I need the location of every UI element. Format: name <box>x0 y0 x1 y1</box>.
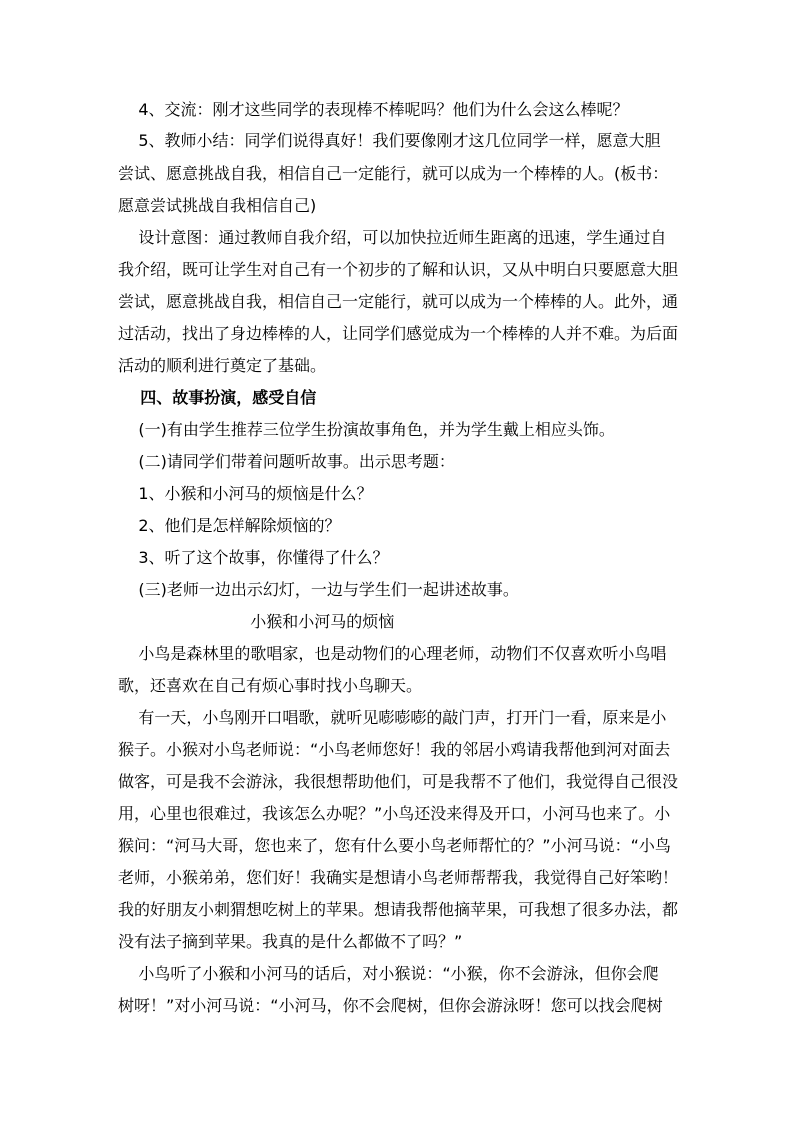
line-8: 过活动，找出了身边棒棒的人，让同学们感觉成为一个棒棒的人并不难。为后面 <box>118 324 679 343</box>
line-6: 我介绍，既可让学生对自己有一个初步的了解和认识，又从中明白只要愿意大胆 <box>118 260 679 279</box>
section-heading: 四、故事扮演，感受自信 <box>118 388 317 407</box>
question-2: 2、他们是怎样解除烦恼的？ <box>118 516 341 535</box>
line-2: 5、教师小结：同学们说得真好！我们要像刚才这几位同学一样，愿意大胆 <box>118 131 661 150</box>
line-25: 老师，小猴弟弟，您们好！我确实是想请小鸟老师帮帮我，我觉得自己好笨哟！ <box>118 868 679 887</box>
story-title: 小猴和小河马的烦恼 <box>118 612 395 631</box>
line-28: 小鸟听了小猴和小河马的话后，对小猴说：“小猴，你不会游泳，但你会爬 <box>118 964 659 983</box>
question-3: 3、听了这个故事，你懂得了什么？ <box>118 548 389 567</box>
line-24: 猴问：“河马大哥，您也来了，您有什么要小鸟老师帮忙的？”小河马说：“小鸟 <box>118 836 671 855</box>
line-26: 我的好朋友小刺猬想吃树上的苹果。想请我帮他摘苹果，可我想了很多办法，都 <box>118 900 679 919</box>
line-7: 尝试，愿意挑战自我，相信自己一定能行，就可以成为一个棒棒的人。此外，通 <box>118 292 679 311</box>
line-9: 活动的顺利进行奠定了基础。 <box>118 356 327 375</box>
line-21: 猴子。小猴对小鸟老师说：“小鸟老师您好！我的邻居小鸡请我帮他到河对面去 <box>118 740 671 759</box>
line-23: 用，心里也很难过，我该怎么办呢？”小鸟还没来得及开口，小河马也来了。小 <box>118 804 671 823</box>
line-12: (二)请同学们带着问题听故事。出示思考题： <box>118 452 455 471</box>
line-27: 没有法子摘到苹果。我真的是什么都做不了吗？” <box>118 932 463 951</box>
question-1: 1、小猴和小河马的烦恼是什么？ <box>118 484 373 503</box>
line-4: 愿意尝试挑战自我相信自己) <box>118 196 317 215</box>
line-18: 小鸟是森林里的歌唱家，也是动物们的心理老师，动物们不仅喜欢听小鸟唱 <box>118 644 667 663</box>
line-11: (一)有由学生推荐三位学生扮演故事角色，并为学生戴上相应头饰。 <box>118 420 615 439</box>
line-16: (三)老师一边出示幻灯，一边与学生们一起讲述故事。 <box>118 580 519 599</box>
line-29: 树呀！”对小河马说：“小河马，你不会爬树，但你会游泳呀！您可以找会爬树 <box>118 996 663 1015</box>
line-1: 4、交流：刚才这些同学的表现棒不棒呢吗？他们为什么会这么棒呢？ <box>118 100 629 119</box>
line-19: 歌，还喜欢在自己有烦心事时找小鸟聊天。 <box>118 676 423 695</box>
line-20: 有一天，小鸟刚开口唱歌，就听见嘭嘭嘭的敲门声，打开门一看，原来是小 <box>118 708 667 727</box>
line-5: 设计意图：通过教师自我介绍，可以加快拉近师生距离的迅速，学生通过自 <box>118 228 667 247</box>
line-22: 做客，可是我不会游泳，我很想帮助他们，可是我帮不了他们，我觉得自己很没 <box>118 772 679 791</box>
line-3: 尝试、愿意挑战自我，相信自己一定能行，就可以成为一个棒棒的人。(板书： <box>118 164 669 183</box>
